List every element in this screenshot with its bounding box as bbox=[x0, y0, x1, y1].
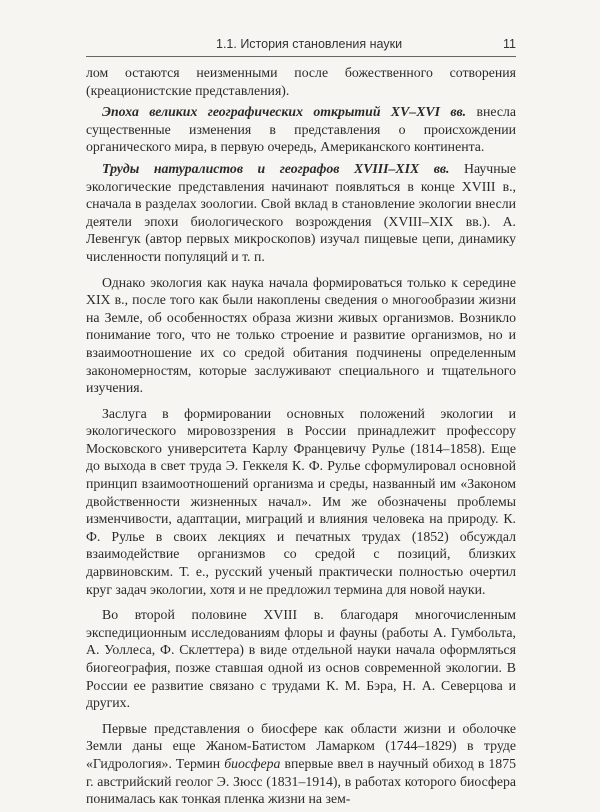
paragraph: Однако экология как наука начала формироваться только к середине XIX в., после того как были накоплены сведения о многообразии жизни на Земле, об особенностях образа жизни живых организмов. Возникло понимание того, что не только строение и развитие организмов, но и взаимоотношение их со средой обитания подчинены определенным закономерностям, которые заслуживают специального и тщательного изучения. bbox=[86, 274, 516, 396]
page-number: 11 bbox=[503, 37, 516, 51]
paragraph: Первые представления о биосфере как области жизни и оболочке Земли даны еще Жаном-Батистом Ламарком (1744–1829) в труде «Гидрология». Термин биосфера впервые ввел в научный обиход в 1875 г. австрийский геолог Э. Зюсс (1831–1914), в работах которого биосфера понималась как тонкая пленка жизни на зем- bbox=[86, 720, 516, 807]
paragraph: Во второй половине XVIII в. благодаря многочисленным экспедиционным исследованиям флоры и фауны (работы А. Гумбольта, А. Уоллеса, Ф. Склеттера) в виде отдельной науки начала оформляться биогеография, позже ставшая одной из основ современной экологии. В России ее развитие связано с трудами К. М. Бэра, Н. А. Северцова и других. bbox=[86, 607, 516, 711]
paragraph: Эпоха великих географических открытий XV–XVI вв. внесла существенные изменения в представления о происхождении органического мира, в первую очередь, Американского континента. bbox=[86, 104, 516, 155]
section-title: 1.1. История становления науки bbox=[216, 37, 403, 51]
section-heading: Труды натуралистов и географов XVIII–XIX вв. bbox=[102, 160, 450, 176]
body-text bbox=[86, 64, 516, 812]
emphasized-term: биосфера bbox=[224, 755, 281, 771]
paragraph: Труды натуралистов и географов XVIII–XIX вв. Научные экологические представления начинают появляться в конце XVIII в., сначала в разделах зоологии. Свой вклад в становление экологии внесли деятели эпохи биологического возрождения (XVIII–XIX вв.). А. Левенгук (автор первых микроскопов) изучал пищевые цепи, динамику численности популяций и т. п. bbox=[86, 160, 517, 264]
paragraph: Заслуга в формировании основных положений экологии и экологического мировоззрения в России принадлежит профессору Московского университета Карлу Францевичу Рулье (1814–1858). Еще до выхода в свет труда Э. Геккеля К. Ф. Рулье сформулировал основной принцип взаимоотношений организма и среды, названный им «Законом двойственности жизненных начал». Им же обозначены проблемы изменчивости, адаптации, миграций и влияния человека на природу. К. Ф. Рулье в своих лекциях и печатных трудах (1852) обсуждал взаимодействие организмов со средой с позиций, близких дарвиновским. Т. е., русский ученый практически полностью очертил круг задач экологии, хотя и не предложил термина для новой науки. bbox=[86, 405, 516, 597]
section-heading: Эпоха великих географических открытий XV–XVI вв. bbox=[102, 104, 467, 120]
paragraph: лом остаются неизменными после божественного сотворения (креационистские представления). bbox=[86, 65, 516, 98]
running-header bbox=[86, 34, 516, 57]
